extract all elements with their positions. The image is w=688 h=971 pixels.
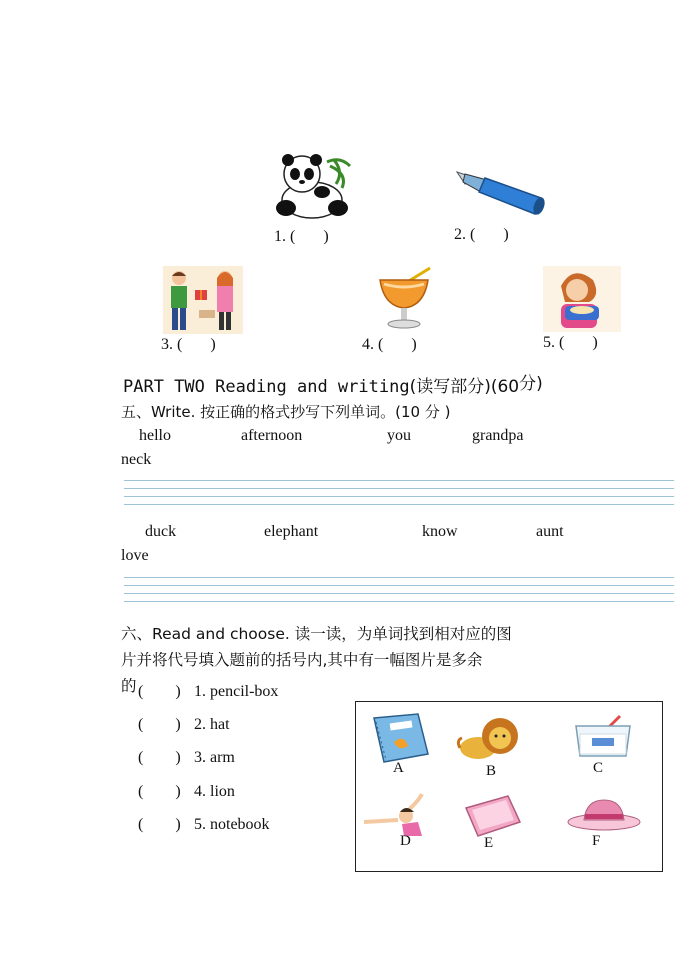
question-1: 1. pencil-box [194,683,279,700]
picture-label-5: 5. ( ) [543,334,598,351]
answer-paren-1[interactable]: ( ) [138,683,181,700]
dancer-arm-icon [362,792,432,840]
choice-letter-d: D [400,833,411,849]
picture-label-2: 2. ( ) [454,226,509,243]
notebook-icon [368,712,432,764]
word-know: know [422,523,458,540]
answer-paren-4[interactable]: ( ) [138,783,181,800]
choice-letter-b: B [486,763,497,779]
word-elephant: elephant [264,523,319,540]
answer-paren-5[interactable]: ( ) [138,816,181,833]
question-3: 3. arm [194,749,235,766]
girl-with-cake-icon [543,266,621,332]
word-afternoon: afternoon [241,427,303,444]
juice-glass-icon [374,266,436,330]
section5-title: 五、Write. 按正确的格式抄写下列单词。(10 分 ) [121,403,451,421]
part-two-heading [123,372,543,397]
pencil-box-icon [462,794,524,840]
choice-letter-e: E [484,835,494,851]
pen-icon [455,168,547,218]
panda-icon [272,152,356,222]
milk-glass-icon [572,714,634,760]
word-duck: duck [145,523,177,540]
part-two-heading-cn: (读写部分) [409,377,491,397]
word-grandpa: grandpa [472,427,524,444]
part-two-heading-en: PART TWO Reading and writing [123,377,410,397]
answer-paren-3[interactable]: ( ) [138,749,181,766]
choice-letter-c: C [593,760,604,776]
writing-lines-2[interactable] [124,577,674,609]
picture-label-4: 4. ( ) [362,336,417,353]
picture-label-1: 1. ( ) [274,228,329,245]
choice-letter-a: A [393,760,404,776]
section6-title-line3: 的 [121,677,137,695]
gift-giving-icon [163,266,243,334]
lion-icon [456,714,522,764]
word-aunt: aunt [536,523,564,540]
part-two-score: (60 [490,377,520,397]
question-2: 2. hat [194,716,230,733]
hat-icon [566,796,642,834]
word-hello: hello [139,427,171,444]
question-4: 4. lion [194,783,235,800]
answer-paren-2[interactable]: ( ) [138,716,181,733]
section6-title-line1: 六、Read and choose. 读一读，为单词找到相对应的图 [121,625,512,643]
part-two-score-unit: 分) [519,374,543,394]
word-love: love [121,547,149,564]
question-5: 5. notebook [194,816,270,833]
word-neck: neck [121,451,152,468]
word-you: you [387,427,411,444]
choice-picture-box [355,701,663,872]
section6-title-line2: 片并将代号填入题前的括号内,其中有一幅图片是多余 [121,651,483,669]
choice-letter-f: F [592,833,601,849]
writing-lines-1[interactable] [124,480,674,512]
picture-label-3: 3. ( ) [161,336,216,353]
